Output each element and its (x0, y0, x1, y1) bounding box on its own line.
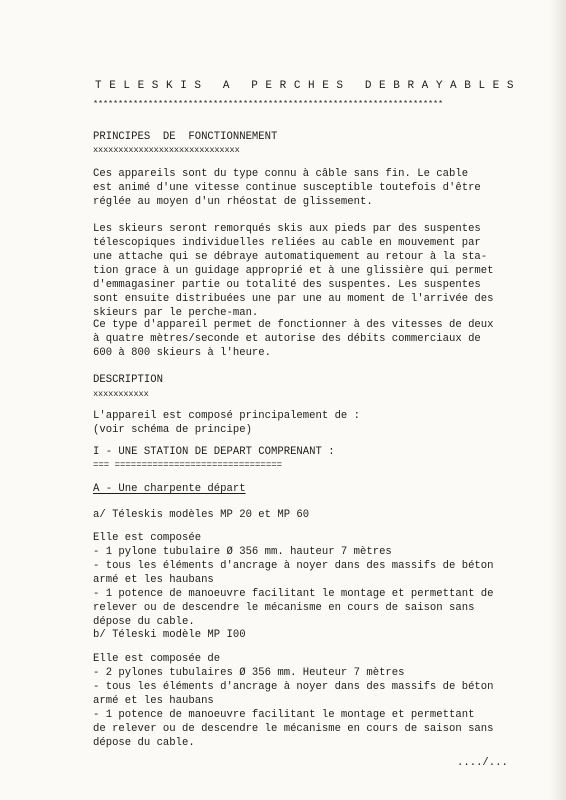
section-underline-principes: xxxxxxxxxxxxxxxxxxxxxxxxxxxxx (93, 145, 240, 155)
section-heading-description: DESCRIPTION (93, 374, 163, 386)
station-underline: === =============================== (93, 460, 283, 470)
section-underline-description: xxxxxxxxxxx (93, 389, 149, 399)
paragraph-line: skieurs par le perche-man. (93, 307, 259, 319)
teleski-a-label: a/ Téleskis modèles MP 20 et MP 60 (93, 509, 310, 521)
document-title: T E L E S K I S A P E R C H E S D E B R A Y A B L E S (95, 80, 514, 92)
paragraph-line: Ce type d'appareil permet de fonctionner à des vitesses de deux (93, 319, 494, 331)
list-line: de relever ou de descendre le mécanisme en cours de saison sans (93, 723, 494, 735)
page-continuation-marker: ..../... (457, 757, 508, 769)
title-underline: ********************************************************************** (93, 99, 444, 109)
page-edge-shadow (550, 0, 566, 800)
paragraph-line: à quatre mètres/seconde et autorise des débits commerciaux de (93, 333, 481, 345)
section-heading-principes: PRINCIPES DE FONCTIONNEMENT (93, 131, 278, 143)
paragraph-line: L'appareil est composé principalement de : (93, 410, 361, 422)
list-line: - 2 pylones tubulaires Ø 356 mm. Heuteur 7 mètres (93, 667, 405, 679)
paragraph-line: Ces appareils sont du type connu à câble sans fin. Le cable (93, 168, 469, 180)
paragraph-line: Les skieurs seront remorqués skis aux pieds par des suspentes (93, 223, 481, 235)
list-line: - tous les éléments d'ancrage à noyer dans des massifs de béton (93, 681, 494, 693)
list-line: Elle est composée de (93, 653, 221, 665)
paragraph-line: une attache qui se débraye automatiquement au retour à la sta- (93, 251, 488, 263)
paragraph-line: (voir schéma de principe) (93, 424, 252, 436)
paragraph-line: d'emmagasiner partie ou totalité des suspentes. Les suspentes (93, 279, 481, 291)
paragraph-line: est animé d'une vitesse continue susceptible toutefois d'être (93, 182, 481, 194)
list-line: - 1 potence de manoeuvre facilitant le montage et permettant de (93, 588, 494, 600)
list-line: Elle est composée (93, 532, 202, 544)
list-line: armé et les haubans (93, 574, 214, 586)
paragraph-line: télescopiques individuelles reliées au cable en mouvement par (93, 237, 481, 249)
subsection-a-heading: A - Une charpente départ (93, 483, 246, 495)
list-line: relever ou de descendre le mécanisme en cours de saison sans (93, 602, 475, 614)
paragraph-line: tion grace à un guidage approprié et à une glissière qui permet (93, 265, 494, 277)
list-line: dépose du cable. (93, 616, 195, 628)
list-line: dépose du cable. (93, 737, 195, 749)
list-line: - 1 potence de manoeuvre facilitant le montage et permettant (93, 709, 475, 721)
list-line: - 1 pylone tubulaire Ø 356 mm. hauteur 7 mètres (93, 546, 392, 558)
teleski-b-label: b/ Téleski modèle MP I00 (93, 629, 246, 641)
list-line: - tous les éléments d'ancrage à noyer dans des massifs de béton (93, 560, 494, 572)
paragraph-line: réglée au moyen d'un rhéostat de glissement. (93, 196, 373, 208)
list-line: armé et les haubans (93, 695, 214, 707)
paragraph-line: sont ensuite distribuées une par une au moment de l'arrivée des (93, 293, 494, 305)
paragraph-line: 600 à 800 skieurs à l'heure. (93, 347, 272, 359)
station-heading: I - UNE STATION DE DEPART COMPRENANT : (93, 446, 335, 458)
